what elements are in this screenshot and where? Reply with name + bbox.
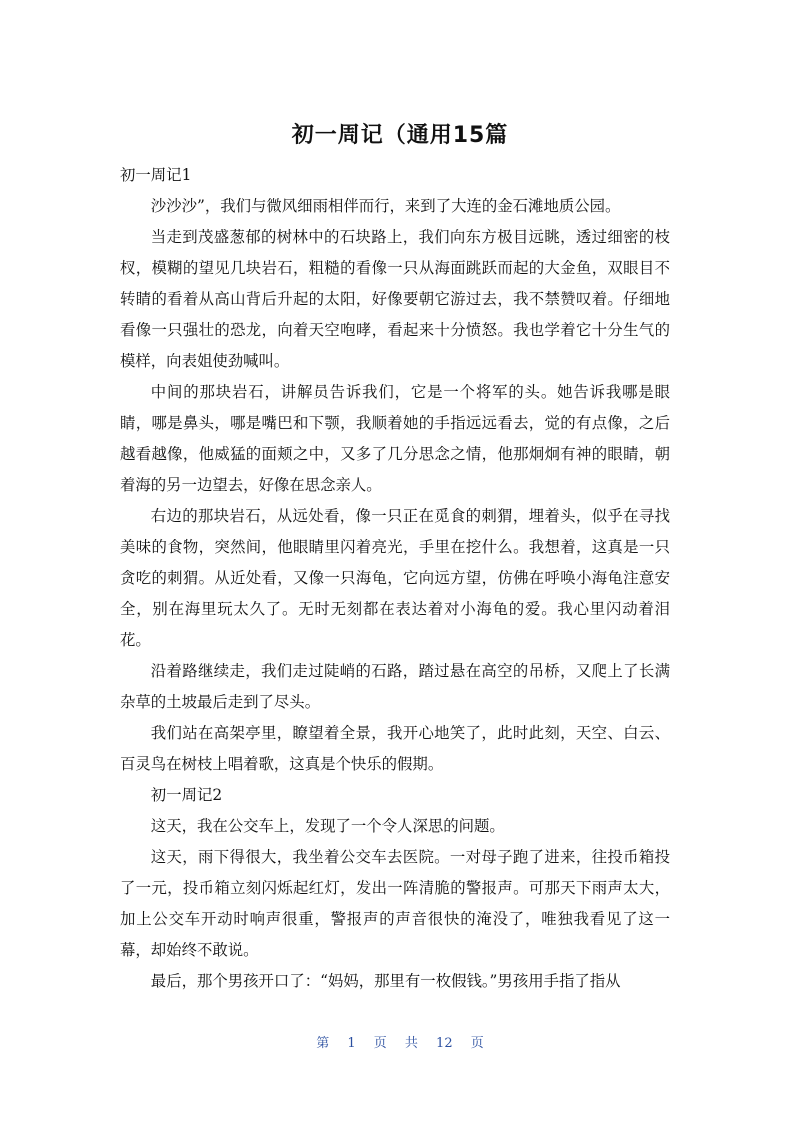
- paragraph: 当走到茂盛葱郁的树林中的石块路上，我们向东方极目远眺，透过细密的枝杈，模糊的望见几块岩石，粗糙的看像一只从海面跳跃而起的大金鱼，双眼目不转睛的看着从高山背后升起的太阳，好像要朝它游过去，我不禁赞叹着。仔细地看像一只强壮的恐龙，向着天空咆哮，看起来十分愤怒。我也学着它十分生气的模样，向表姐使劲喊叫。: [120, 228, 670, 370]
- paragraph: 这天，雨下得很大，我坐着公交车去医院。一对母子跑了进来，往投币箱投了一元，投币箱立刻闪烁起红灯，发出一阵清脆的警报声。可那天下雨声太大，加上公交车开动时响声很重，警报声的声音很快的淹没了，唯独我看见了这一幕，却始终不敢说。: [120, 848, 670, 959]
- paragraph: 右边的那块岩石，从远处看，像一只正在觅食的刺猬，埋着头，似乎在寻找美味的食物，突然间，他眼睛里闪着亮光，手里在挖什么。我想着，这真是一只贪吃的刺猬。从近处看，又像一只海龟，它向远方望，仿佛在呼唤小海龟注意安全，别在海里玩太久了。无时无刻都在表达着对小海龟的爱。我心里闪动着泪花。: [120, 507, 670, 649]
- paragraph: 最后，那个男孩开口了：“妈妈，那里有一枚假钱。”男孩用手指了指从: [150, 972, 621, 990]
- paragraph: 这天，我在公交车上，发现了一个令人深思的问题。: [150, 817, 505, 835]
- page-footer: 第 1 页 共 12 页: [316, 1036, 484, 1051]
- paragraph: 沙沙沙”，我们与微风细雨相伴而行，来到了大连的金石滩地质公园。: [150, 197, 621, 215]
- paragraph: 初一周记2: [150, 786, 223, 804]
- paragraph: 初一周记1: [120, 166, 192, 184]
- paragraph: 沿着路继续走，我们走过陡峭的石路，踏过悬在高空的吊桥，又爬上了长满杂草的土坡最后走到了尽头。: [120, 662, 670, 711]
- paragraph: 中间的那块岩石，讲解员告诉我们，它是一个将军的头。她告诉我哪是眼睛，哪是鼻头，哪是嘴巴和下颚，我顺着她的手指远远看去，觉的有点像，之后越看越像，他威猛的面颊之中，又多了几分思念之情，他那炯炯有神的眼睛，朝着海的另一边望去，好像在思念亲人。: [120, 383, 670, 494]
- document-title: 初一周记（通用15篇: [291, 123, 509, 148]
- document-body: [120, 160, 670, 997]
- paragraph: 我们站在高架亭里，瞭望着全景，我开心地笑了，此时此刻，天空、白云、百灵鸟在树枝上唱着歌，这真是个快乐的假期。: [120, 724, 670, 773]
